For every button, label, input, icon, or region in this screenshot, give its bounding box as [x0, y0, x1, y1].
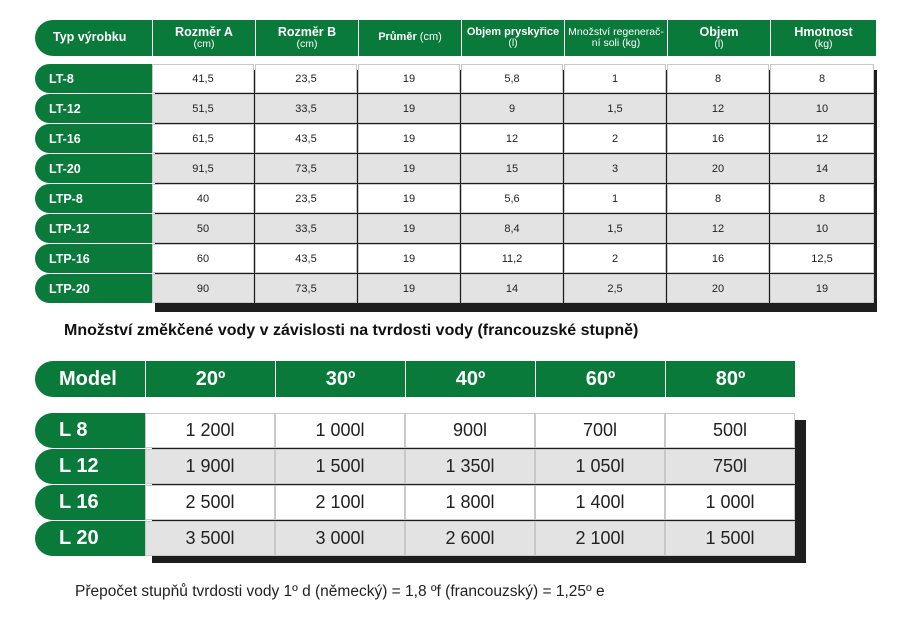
header-title: Rozměr B	[277, 24, 337, 39]
row-type-label: LT-20	[35, 154, 152, 183]
table-cell: 9	[461, 94, 563, 123]
table-cell: 20	[667, 274, 769, 303]
row-type-label: LT-8	[35, 64, 152, 93]
header-unit: (l)	[508, 37, 518, 50]
table-cell: 10	[770, 214, 874, 243]
header-20: 20º	[145, 361, 275, 397]
table-row	[35, 413, 795, 449]
table-cell: 50	[152, 214, 254, 243]
header-title: Množství regenerač-	[568, 25, 664, 38]
header-model: Model	[35, 361, 145, 397]
table-cell: 2 500l	[145, 485, 275, 520]
products-table-header	[35, 20, 876, 56]
table-cell: 500l	[665, 413, 795, 448]
table-cell: 51,5	[152, 94, 254, 123]
table-cell: 12	[667, 214, 769, 243]
table-cell: 12	[770, 124, 874, 153]
header-title: Objem	[699, 24, 739, 39]
header-title: Hmotnost	[794, 24, 853, 39]
table-cell: 1 900l	[145, 449, 275, 484]
table-cell: 8	[770, 184, 874, 213]
table-cell: 20	[667, 154, 769, 183]
table-cell: 43,5	[255, 244, 357, 273]
table-cell: 90	[152, 274, 254, 303]
header-unit: (cm)	[296, 38, 318, 51]
table-row	[35, 244, 874, 274]
table-row	[35, 274, 874, 304]
table-cell: 5,6	[461, 184, 563, 213]
table-row	[35, 94, 874, 124]
table-cell: 19	[358, 94, 460, 123]
table-cell: 1 500l	[665, 521, 795, 556]
table-cell: 33,5	[255, 94, 357, 123]
table-cell: 3 000l	[275, 521, 405, 556]
table-cell: 19	[770, 274, 874, 303]
row-model-label: L 12	[35, 449, 145, 484]
row-model-label: L 8	[35, 413, 145, 448]
table-cell: 16	[667, 124, 769, 153]
table-cell: 750l	[665, 449, 795, 484]
table-cell: 1,5	[564, 94, 666, 123]
header-rozmer-b	[255, 20, 358, 56]
table-cell: 12,5	[770, 244, 874, 273]
table-cell: 91,5	[152, 154, 254, 183]
table-row	[35, 184, 874, 214]
table-cell: 1 200l	[145, 413, 275, 448]
row-model-label: L 16	[35, 485, 145, 520]
header-prumer	[358, 20, 461, 56]
table-cell: 1 500l	[275, 449, 405, 484]
table-cell: 1 000l	[275, 413, 405, 448]
header-80: 80º	[665, 361, 795, 397]
table-cell: 1	[564, 64, 666, 93]
table-cell: 8	[770, 64, 874, 93]
header-unit: (kg)	[814, 38, 833, 51]
table-cell: 8	[667, 184, 769, 213]
header-unit: ní soli (kg)	[591, 37, 641, 49]
header-60: 60º	[535, 361, 665, 397]
table-cell: 1 050l	[535, 449, 665, 484]
table-cell: 60	[152, 244, 254, 273]
table-cell: 23,5	[255, 184, 357, 213]
header-objem	[667, 20, 770, 56]
row-type-label: LT-16	[35, 124, 152, 153]
table-cell: 61,5	[152, 124, 254, 153]
table-cell: 2	[564, 244, 666, 273]
header-unit: (cm)	[193, 38, 215, 51]
table-cell: 15	[461, 154, 563, 183]
table-cell: 12	[461, 124, 563, 153]
table-cell: 2	[564, 124, 666, 153]
header-typ-vyrobku	[35, 20, 152, 56]
table-cell: 19	[358, 124, 460, 153]
header-title-inline: Průměr (cm)	[378, 31, 442, 44]
table-cell: 12	[667, 94, 769, 123]
table-cell: 5,8	[461, 64, 563, 93]
table-cell: 19	[358, 154, 460, 183]
header-title: Rozměr A	[175, 24, 233, 39]
table-cell: 19	[358, 244, 460, 273]
table-row	[35, 521, 795, 557]
table-cell: 2 600l	[405, 521, 535, 556]
row-type-label: LTP-20	[35, 274, 152, 303]
table-cell: 14	[461, 274, 563, 303]
row-type-label: LTP-16	[35, 244, 152, 273]
table-cell: 1,5	[564, 214, 666, 243]
table-cell: 40	[152, 184, 254, 213]
table-cell: 1 400l	[535, 485, 665, 520]
table-cell: 33,5	[255, 214, 357, 243]
table-cell: 19	[358, 184, 460, 213]
table-cell: 23,5	[255, 64, 357, 93]
table-cell: 1 000l	[665, 485, 795, 520]
table-cell: 1 800l	[405, 485, 535, 520]
header-objem-pryskyrice	[461, 20, 564, 56]
table-cell: 11,2	[461, 244, 563, 273]
table-cell: 19	[358, 214, 460, 243]
hardness-table-body	[35, 413, 795, 557]
table-row	[35, 124, 874, 154]
header-unit: (l)	[714, 38, 724, 51]
table-cell: 19	[358, 64, 460, 93]
table-cell: 900l	[405, 413, 535, 448]
header-title: Typ výrobku	[53, 30, 127, 45]
row-model-label: L 20	[35, 521, 145, 556]
header-title: Objem pryskyřice	[466, 25, 560, 38]
row-type-label: LTP-8	[35, 184, 152, 213]
table-row	[35, 154, 874, 184]
table-row	[35, 214, 874, 244]
table-cell: 8	[667, 64, 769, 93]
table-cell: 3 500l	[145, 521, 275, 556]
row-type-label: LT-12	[35, 94, 152, 123]
table-cell: 8,4	[461, 214, 563, 243]
table-row	[35, 449, 795, 485]
table-row	[35, 64, 874, 94]
table-cell: 41,5	[152, 64, 254, 93]
table-cell: 3	[564, 154, 666, 183]
table-cell: 700l	[535, 413, 665, 448]
table-cell: 2,5	[564, 274, 666, 303]
table-cell: 1	[564, 184, 666, 213]
hardness-table-header	[35, 361, 795, 397]
header-rozmer-a	[152, 20, 255, 56]
table-cell: 2 100l	[535, 521, 665, 556]
header-hmotnost	[770, 20, 876, 56]
header-mnozstvi-soli	[564, 20, 667, 56]
table-cell: 14	[770, 154, 874, 183]
header-40: 40º	[405, 361, 535, 397]
table-cell: 2 100l	[275, 485, 405, 520]
table-cell: 1 350l	[405, 449, 535, 484]
table-cell: 43,5	[255, 124, 357, 153]
header-30: 30º	[275, 361, 405, 397]
table-cell: 10	[770, 94, 874, 123]
table-cell: 19	[358, 274, 460, 303]
table-cell: 73,5	[255, 154, 357, 183]
table-cell: 73,5	[255, 274, 357, 303]
products-table-body	[35, 64, 874, 304]
conversion-footnote: Přepočet stupňů tvrdosti vody 1º d (německý) = 1,8 ºf (francouzský) = 1,25º e	[75, 583, 605, 600]
table-row	[35, 485, 795, 521]
row-type-label: LTP-12	[35, 214, 152, 243]
section-heading: Množství změkčené vody v závislosti na tvrdosti vody (francouzské stupně)	[64, 322, 639, 339]
table-cell: 16	[667, 244, 769, 273]
